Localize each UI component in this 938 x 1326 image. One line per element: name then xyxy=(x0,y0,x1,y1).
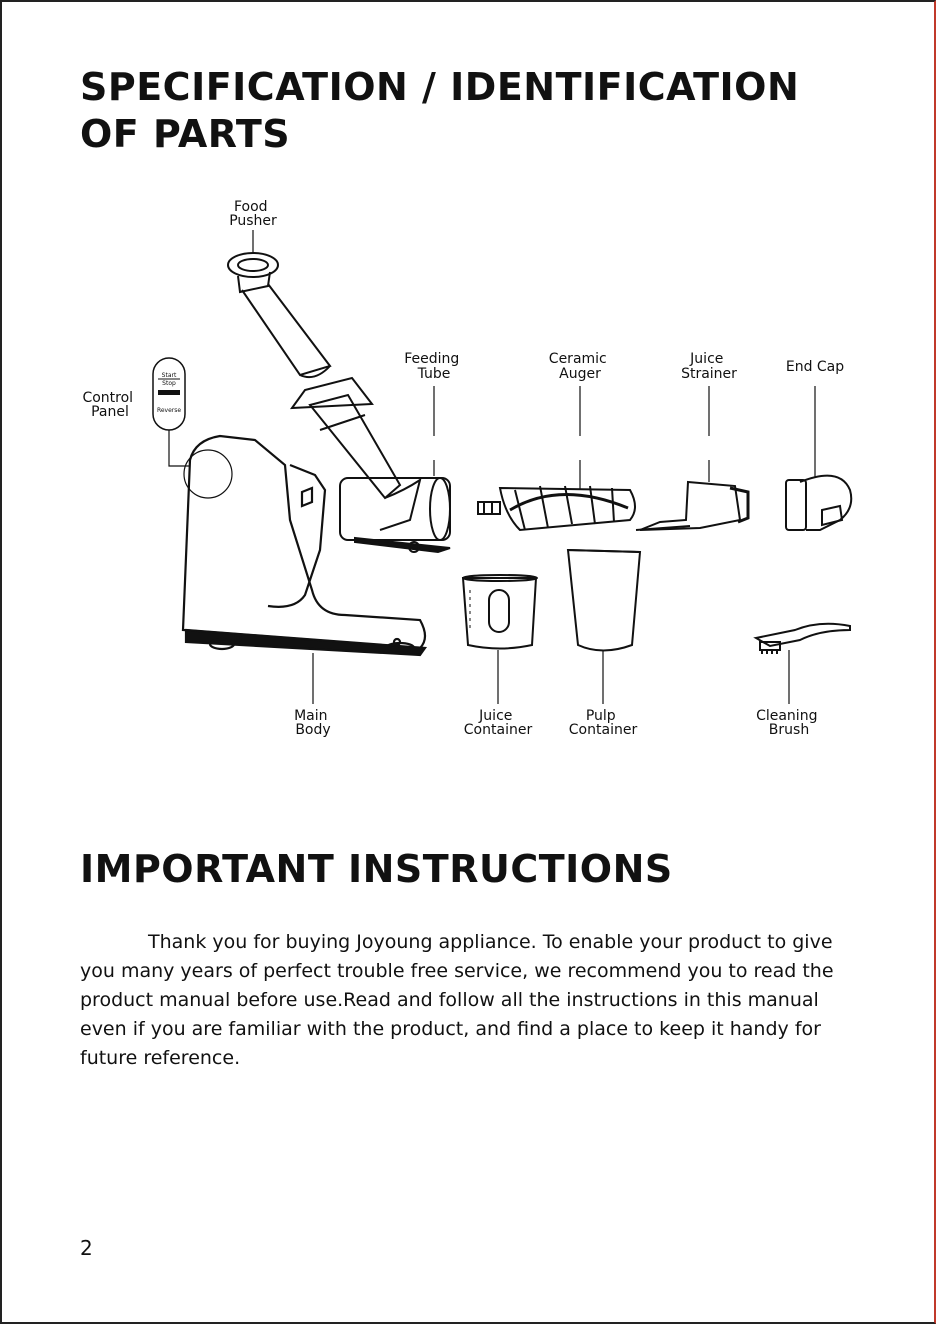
label-pulp-container: Pulp Container xyxy=(568,708,638,738)
spec-title: SPECIFICATION / IDENTIFICATION OF PARTS xyxy=(80,65,800,156)
svg-text:Start: Start xyxy=(161,372,177,379)
label-control-panel: Control Panel xyxy=(82,390,134,420)
control-panel xyxy=(153,358,185,430)
svg-text:Stop: Stop xyxy=(162,380,176,387)
instructions-paragraph xyxy=(80,928,870,1073)
label-juice-container: Juice Container xyxy=(463,708,533,738)
label-ceramic-auger: Ceramic Auger xyxy=(548,351,607,382)
label-end-cap: End Cap xyxy=(785,359,845,375)
juice-container-drawing xyxy=(463,575,537,649)
label-juice-strainer: Juice Strainer xyxy=(681,351,737,382)
instructions-title: IMPORTANT INSTRUCTIONS xyxy=(80,847,673,891)
juice-strainer-drawing xyxy=(636,482,748,530)
parts-diagram xyxy=(0,190,938,750)
cleaning-brush-drawing xyxy=(756,624,850,654)
label-main-body: Main Body xyxy=(294,708,331,738)
end-cap-drawing xyxy=(786,476,851,530)
label-food-pusher: Food Pusher xyxy=(229,199,277,229)
feeding-tube-drawing xyxy=(292,378,450,552)
pulp-container-drawing xyxy=(568,550,640,651)
page-number: 2 xyxy=(80,1236,93,1260)
label-feeding-tube: Feeding Tube xyxy=(404,351,460,382)
label-cleaning-brush: Cleaning Brush xyxy=(756,708,818,738)
svg-text:Reverse: Reverse xyxy=(156,407,182,414)
food-pusher-drawing xyxy=(228,253,330,377)
instructions-text: Thank you for buying Joyoung appliance. To enable your product to give you many years of perfect trouble free service, we recommend you to read the product manual before use.Read and follow all the instructions in this manual even if you are familiar with the product, and find a place to keep it handy for future reference. xyxy=(80,931,834,1069)
leader-lines xyxy=(169,230,815,704)
ceramic-auger-drawing xyxy=(478,486,635,530)
